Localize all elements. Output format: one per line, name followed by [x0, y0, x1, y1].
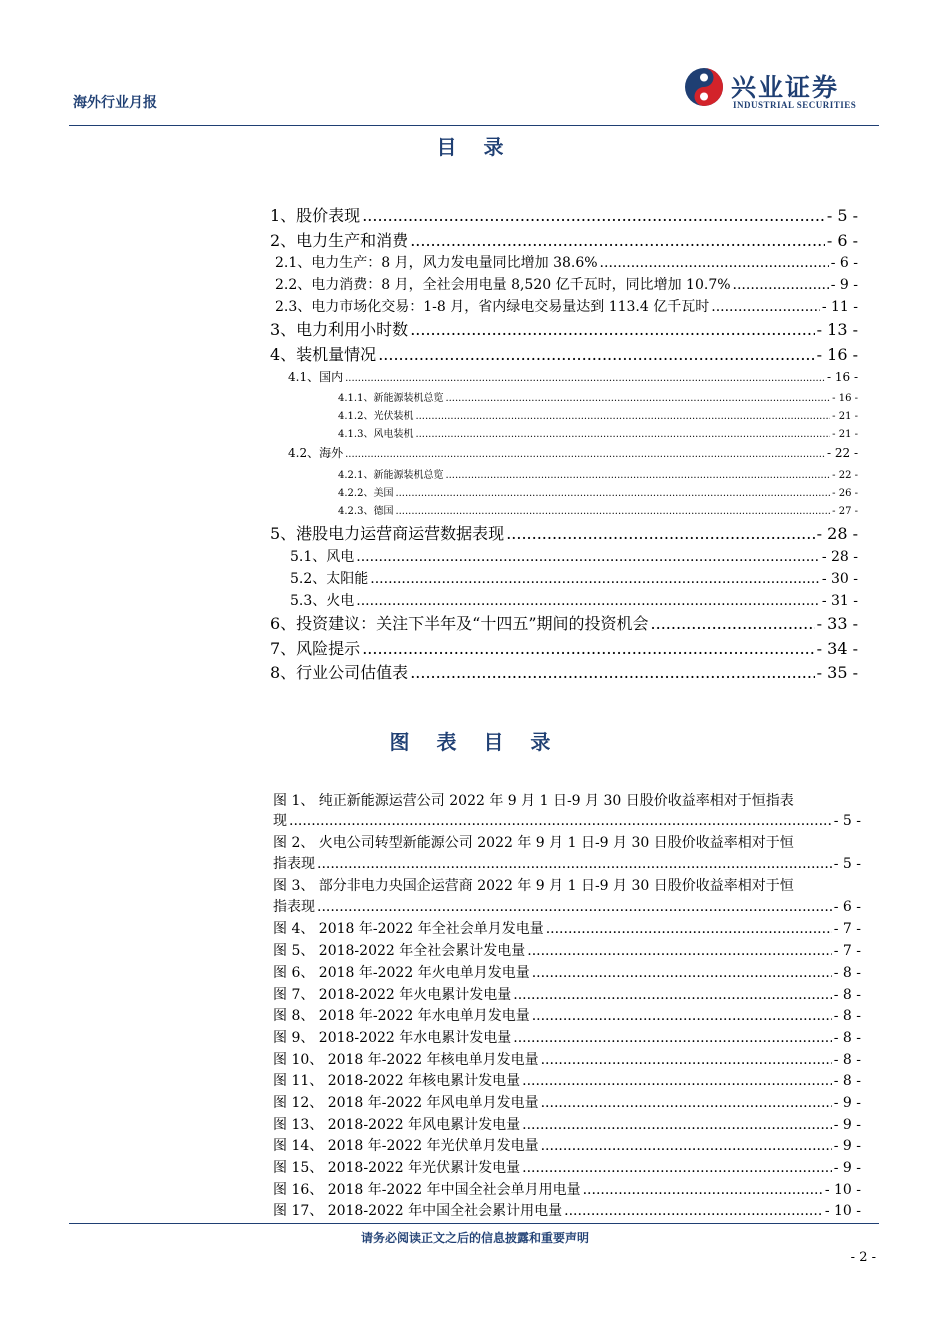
toc-entry[interactable]: 4.1.1、新能源装机总览 ..... - 16 - — [338, 389, 858, 404]
toc-entry[interactable]: 4.2.2、美国 ..... - 26 - — [338, 484, 858, 499]
figure-entry[interactable]: 现 ..... - 5 - — [273, 810, 861, 830]
figure-entry[interactable]: 图 8、 2018 年-2022 年水电单月发电量 ..... - 8 - — [273, 1005, 861, 1025]
figure-entry[interactable]: 图 14、 2018 年-2022 年光伏单月发电量 ..... - 9 - — [273, 1135, 861, 1155]
footer-divider — [69, 1223, 879, 1224]
toc-entry[interactable]: 2、电力生产和消费 ..... - 6 - — [270, 228, 858, 251]
logo-emblem-icon — [683, 66, 725, 108]
figure-entry-line1[interactable]: 图 1、 纯正新能源运营公司 2022 年 9 月 1 日-9 月 30 日股价收益率相对于恒指表 — [273, 793, 794, 809]
figure-entry[interactable]: 图 7、 2018-2022 年火电累计发电量 ..... - 8 - — [273, 984, 861, 1004]
toc-entry[interactable]: 4.1、国内 ..... - 16 - — [288, 368, 858, 385]
figure-entry[interactable]: 指表现 ..... - 6 - — [273, 896, 861, 916]
toc-entry[interactable]: 2.2、电力消费：8 月，全社会用电量 8,520 亿千瓦时，同比增加 10.7% ..... - 9 - — [275, 274, 858, 294]
toc-entry[interactable]: 7、风险提示 ..... - 34 - — [270, 636, 858, 659]
figure-entry[interactable]: 图 16、 2018 年-2022 年中国全社会单月用电量 ..... - 10 - — [273, 1179, 861, 1199]
figures-title: 图 表 目 录 — [389, 730, 561, 754]
figure-entry[interactable]: 图 12、 2018 年-2022 年风电单月发电量 ..... - 9 - — [273, 1092, 861, 1112]
toc-entry[interactable]: 4.2.1、新能源装机总览 ..... - 22 - — [338, 466, 858, 481]
toc-entry[interactable]: 6、投资建议：关注下半年及“十四五”期间的投资机会 ..... - 33 - — [270, 611, 858, 634]
toc-entry[interactable]: 2.3、电力市场化交易：1-8 月，省内绿电交易量达到 113.4 亿千瓦时 ..... - 11 - — [275, 296, 858, 316]
toc-entry[interactable]: 3、电力利用小时数 ..... - 13 - — [270, 317, 858, 340]
figure-entry-line1[interactable]: 图 2、 火电公司转型新能源公司 2022 年 9 月 1 日-9 月 30 日股价收益率相对于恒 — [273, 835, 794, 851]
toc-title: 目 录 — [436, 135, 514, 159]
figure-entry[interactable]: 图 15、 2018-2022 年光伏累计发电量 ..... - 9 - — [273, 1157, 861, 1177]
report-type-label: 海外行业月报 — [73, 95, 157, 111]
toc-entry[interactable]: 5、港股电力运营商运营数据表现 ..... - 28 - — [270, 521, 858, 544]
figure-entry[interactable]: 指表现 ..... - 5 - — [273, 853, 861, 873]
toc-entry[interactable]: 1、股价表现 ..... - 5 - — [270, 203, 858, 226]
figure-entry[interactable]: 图 17、 2018-2022 年中国全社会累计用电量 ..... - 10 - — [273, 1200, 861, 1220]
toc-entry[interactable]: 4.1.3、风电装机 ..... - 21 - — [338, 425, 858, 440]
figure-entry[interactable]: 图 10、 2018 年-2022 年核电单月发电量 ..... - 8 - — [273, 1049, 861, 1069]
toc-entry[interactable]: 8、行业公司估值表 ..... - 35 - — [270, 660, 858, 683]
page-number: - 2 - — [850, 1250, 876, 1265]
toc-entry[interactable]: 4、装机量情况 ..... - 16 - — [270, 342, 858, 365]
header-divider — [69, 125, 879, 126]
company-logo — [683, 66, 883, 112]
figure-entry[interactable]: 图 13、 2018-2022 年风电累计发电量 ..... - 9 - — [273, 1114, 861, 1134]
disclaimer-note: 请务必阅读正文之后的信息披露和重要声明 — [360, 1231, 589, 1245]
figure-entry[interactable]: 图 11、 2018-2022 年核电累计发电量 ..... - 8 - — [273, 1070, 861, 1090]
toc-entry[interactable]: 5.3、火电 ..... - 31 - — [290, 590, 858, 610]
figure-entry[interactable]: 图 6、 2018 年-2022 年火电单月发电量 ..... - 8 - — [273, 962, 861, 982]
toc-entry[interactable]: 4.2、海外 ..... - 22 - — [288, 444, 858, 461]
toc-entry[interactable]: 2.1、电力生产：8 月，风力发电量同比增加 38.6% ..... - 6 - — [275, 252, 858, 272]
figure-entry[interactable]: 图 5、 2018-2022 年全社会累计发电量 ..... - 7 - — [273, 940, 861, 960]
toc-entry[interactable]: 5.1、风电 ..... - 28 - — [290, 546, 858, 566]
figure-entry[interactable]: 图 9、 2018-2022 年水电累计发电量 ..... - 8 - — [273, 1027, 861, 1047]
figure-entry-line1[interactable]: 图 3、 部分非电力央国企运营商 2022 年 9 月 1 日-9 月 30 日股价收益率相对于恒 — [273, 878, 794, 894]
toc-entry[interactable]: 5.2、太阳能 ..... - 30 - — [290, 568, 858, 588]
logo-chinese-name: 兴业证券 — [731, 73, 840, 102]
figure-entry[interactable]: 图 4、 2018 年-2022 年全社会单月发电量 ..... - 7 - — [273, 918, 861, 938]
toc-entry[interactable]: 4.2.3、德国 ..... - 27 - — [338, 502, 858, 517]
logo-english-name: INDUSTRIAL SECURITIES — [733, 100, 857, 110]
toc-entry[interactable]: 4.1.2、光伏装机 ..... - 21 - — [338, 407, 858, 422]
